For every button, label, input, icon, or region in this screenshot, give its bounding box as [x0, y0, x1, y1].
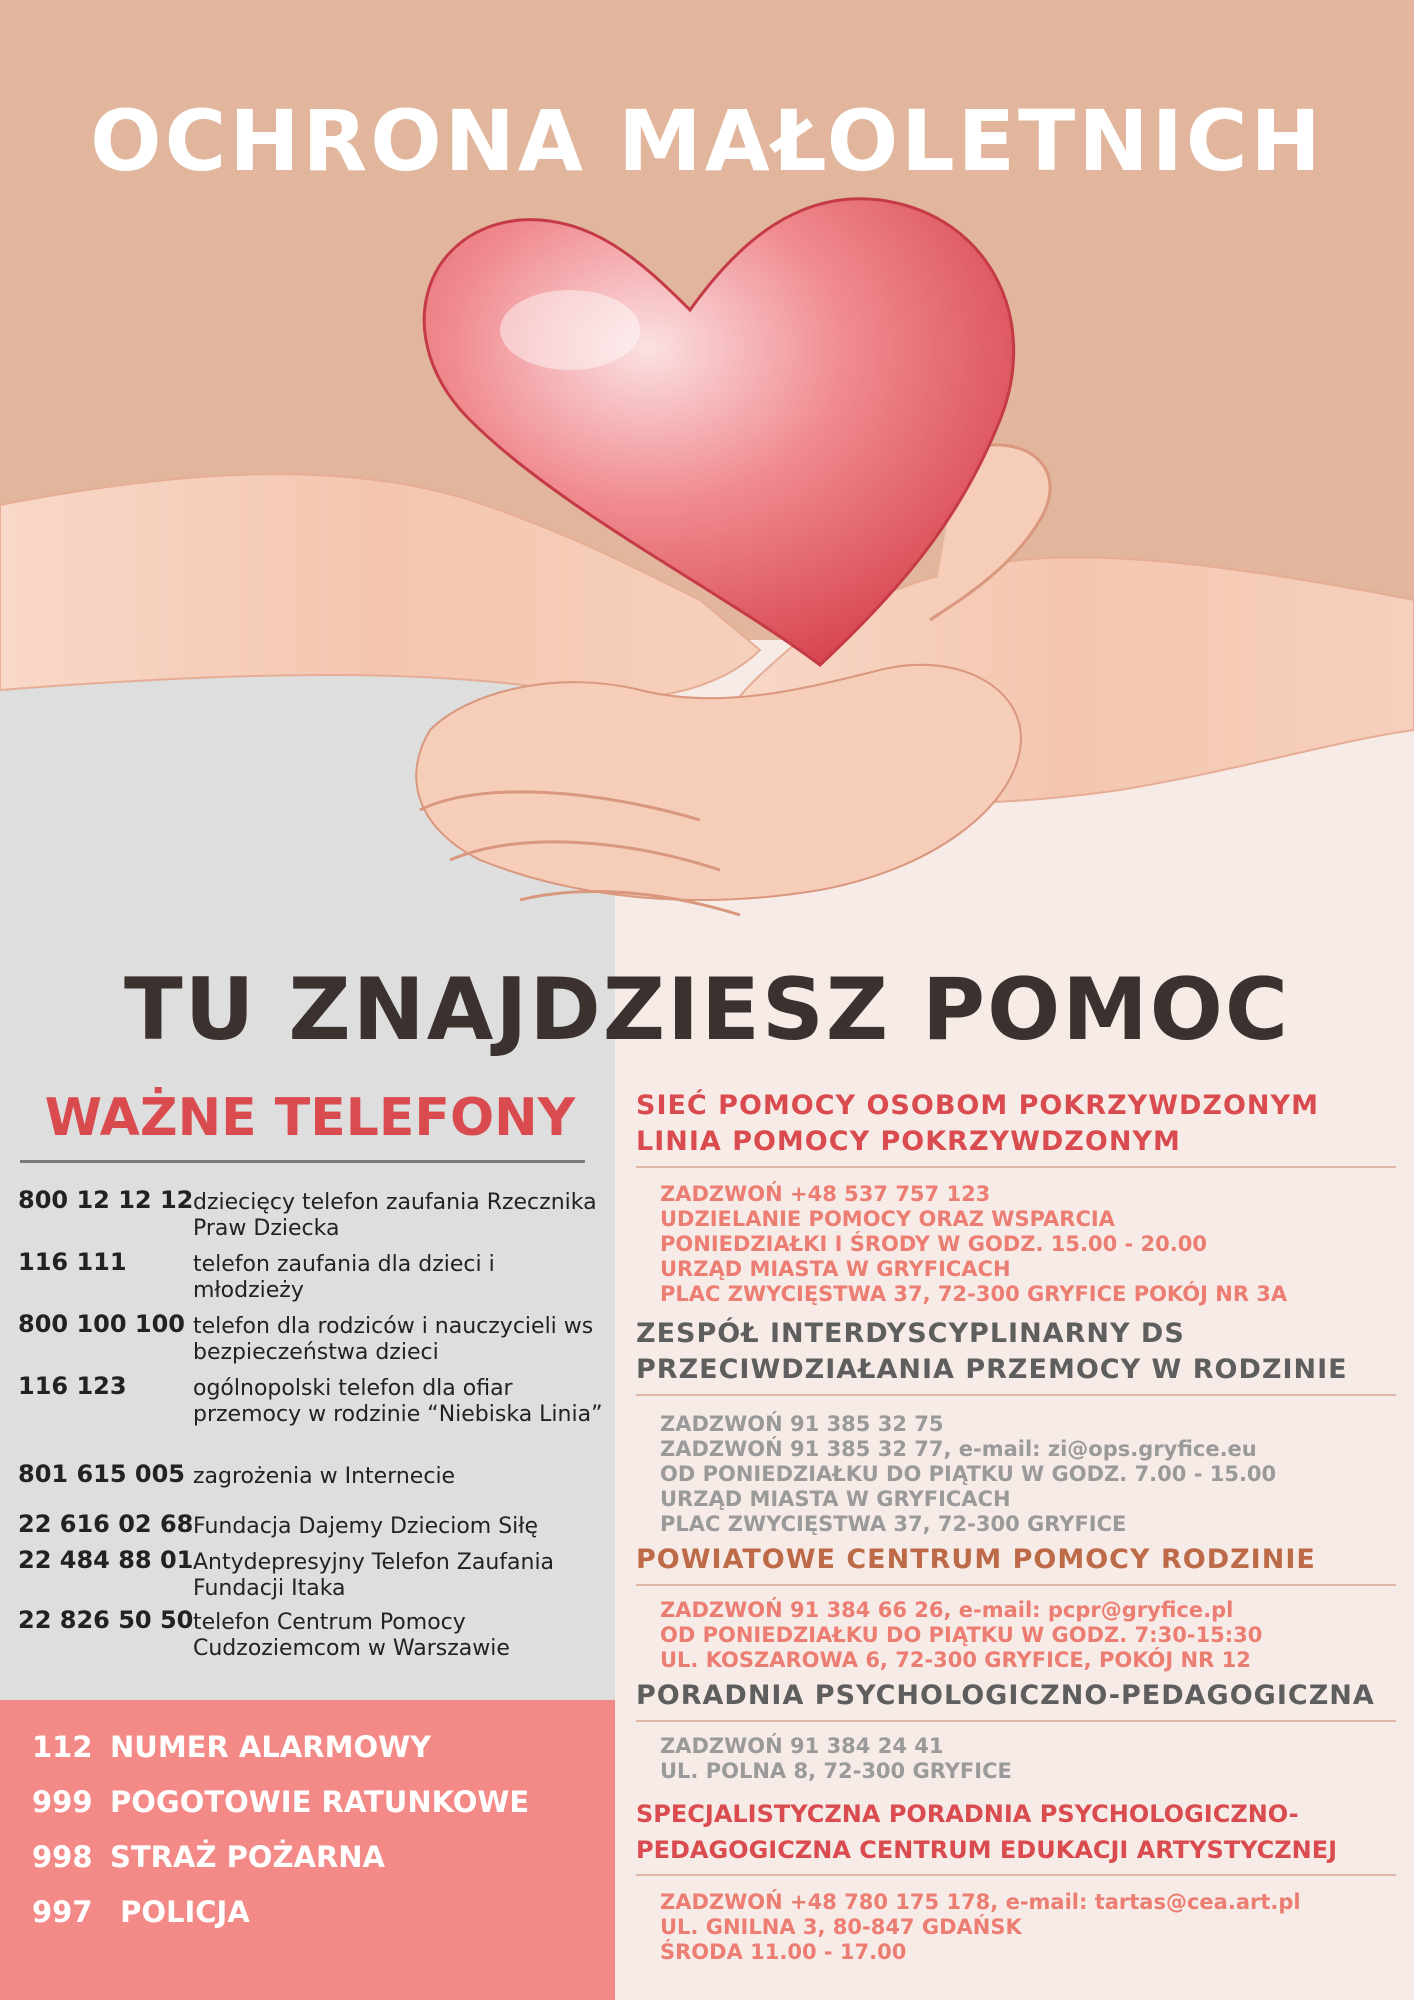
phone-description: telefon Centrum Pomocy Cudzoziemcom w Warszawie: [193, 1610, 510, 1661]
section-line: PLAC ZWYCIĘSTWA 37, 72-300 GRYFICE: [660, 1512, 1127, 1536]
section-line: UL. GNILNA 3, 80-847 GDAŃSK: [660, 1915, 1022, 1939]
section-line: ŚRODA 11.00 - 17.00: [660, 1940, 907, 1964]
heart-highlight: [500, 290, 640, 370]
section-line: ZADZWOŃ 91 385 32 75: [660, 1412, 944, 1436]
phone-number: 800 100 100: [18, 1310, 186, 1338]
page-title: OCHRONA MAŁOLETNICH: [90, 92, 1324, 190]
section-line: OD PONIEDZIAŁKU DO PIĄTKU W GODZ. 7.00 - 15.00: [660, 1462, 1277, 1486]
phone-description: ogólnopolski telefon dla ofiar przemocy w rodzinie “Niebiska Linia”: [193, 1376, 603, 1427]
phone-description: zagrożenia w Internecie: [193, 1464, 456, 1489]
phone-number: 116 111: [18, 1248, 127, 1276]
phone-number: 22 616 02 68: [18, 1510, 194, 1538]
section-title: SPECJALISTYCZNA PORADNIA PSYCHOLOGICZNO-: [636, 1800, 1299, 1828]
section-line: URZĄD MIASTA W GRYFICACH: [660, 1487, 1011, 1511]
phone-number: 801 615 005: [18, 1460, 186, 1488]
section-family-support-center: [636, 1542, 1396, 1673]
emergency-number: 998: [32, 1840, 93, 1874]
phones-divider: [20, 1160, 585, 1163]
emergency-number: 997: [32, 1895, 93, 1929]
phone-number: 22 826 50 50: [18, 1606, 194, 1634]
section-line: PLAC ZWYCIĘSTWA 37, 72-300 GRYFICE POKÓJ NR 3A: [660, 1282, 1288, 1306]
section-line: UL. KOSZAROWA 6, 72-300 GRYFICE, POKÓJ NR 12: [660, 1648, 1251, 1672]
section-line: ZADZWOŃ 91 384 24 41: [660, 1734, 944, 1758]
section-victim-support: [636, 1088, 1396, 1307]
section-psych-pedagogical-clinic: [636, 1678, 1396, 1784]
emergency-row: [32, 1730, 431, 1764]
page-subtitle: TU ZNAJDZIESZ POMOC: [124, 960, 1290, 1060]
phone-description: dziecięcy telefon zaufania Rzecznika Praw Dziecka: [193, 1190, 597, 1241]
phone-description: telefon dla rodziców i nauczycieli ws bezpieczeństwa dzieci: [193, 1314, 594, 1365]
emergency-label: STRAŻ POŻARNA: [110, 1840, 385, 1874]
section-line: ZADZWOŃ +48 537 757 123: [660, 1182, 991, 1206]
phone-description: Fundacja Dajemy Dzieciom Siłę: [193, 1514, 539, 1539]
emergency-row: [32, 1895, 250, 1929]
cupped-hand-shape: [416, 665, 1021, 900]
section-line: URZĄD MIASTA W GRYFICACH: [660, 1257, 1011, 1281]
section-line: ZADZWOŃ +48 780 175 178, e-mail: tartas@cea.art.pl: [660, 1890, 1301, 1914]
section-line: UL. POLNA 8, 72-300 GRYFICE: [660, 1759, 1012, 1783]
emergency-number: 112: [32, 1730, 93, 1764]
emergency-label: NUMER ALARMOWY: [110, 1730, 432, 1764]
phone-description: Antydepresyjny Telefon Zaufania Fundacji Itaka: [193, 1550, 555, 1601]
section-interdisciplinary-team: [636, 1316, 1396, 1537]
section-title: POWIATOWE CENTRUM POMOCY RODZINIE: [636, 1544, 1316, 1575]
section-title: PEDAGOGICZNA CENTRUM EDUKACJI ARTYSTYCZNEJ: [636, 1836, 1338, 1864]
emergency-number: 999: [32, 1785, 93, 1819]
section-line: ZADZWOŃ 91 385 32 77, e-mail: zi@ops.gryfice.eu: [660, 1437, 1257, 1461]
section-title: ZESPÓŁ INTERDYSCYPLINARNY DS: [636, 1318, 1185, 1349]
section-title: LINIA POMOCY POKRZYWDZONYM: [636, 1126, 1181, 1157]
section-title: SIEĆ POMOCY OSOBOM POKRZYWDZONYM: [636, 1090, 1319, 1121]
section-specialist-clinic: [636, 1796, 1396, 1965]
phone-number: 800 12 12 12: [18, 1186, 194, 1214]
section-line: OD PONIEDZIAŁKU DO PIĄTKU W GODZ. 7:30-15:30: [660, 1623, 1263, 1647]
important-phones-title: WAŻNE TELEFONY: [44, 1088, 576, 1148]
emergency-row: [32, 1840, 385, 1874]
section-line: PONIEDZIAŁKI I ŚRODY W GODZ. 15.00 - 20.00: [660, 1232, 1207, 1256]
emergency-label: POLICJA: [110, 1895, 250, 1929]
section-line: ZADZWOŃ 91 384 66 26, e-mail: pcpr@gryfice.pl: [660, 1598, 1234, 1622]
emergency-label: POGOTOWIE RATUNKOWE: [110, 1785, 530, 1819]
phone-number: 116 123: [18, 1372, 127, 1400]
emergency-row: [32, 1785, 529, 1819]
section-line: UDZIELANIE POMOCY ORAZ WSPARCIA: [660, 1207, 1115, 1231]
section-title: PRZECIWDZIAŁANIA PRZEMOCY W RODZINIE: [636, 1354, 1348, 1385]
phone-number: 22 484 88 01: [18, 1546, 194, 1574]
phone-description: telefon zaufania dla dzieci i młodzieży: [193, 1252, 495, 1303]
section-title: PORADNIA PSYCHOLOGICZNO-PEDAGOGICZNA: [636, 1680, 1375, 1711]
hands-heart-illustration: [0, 170, 1414, 1000]
